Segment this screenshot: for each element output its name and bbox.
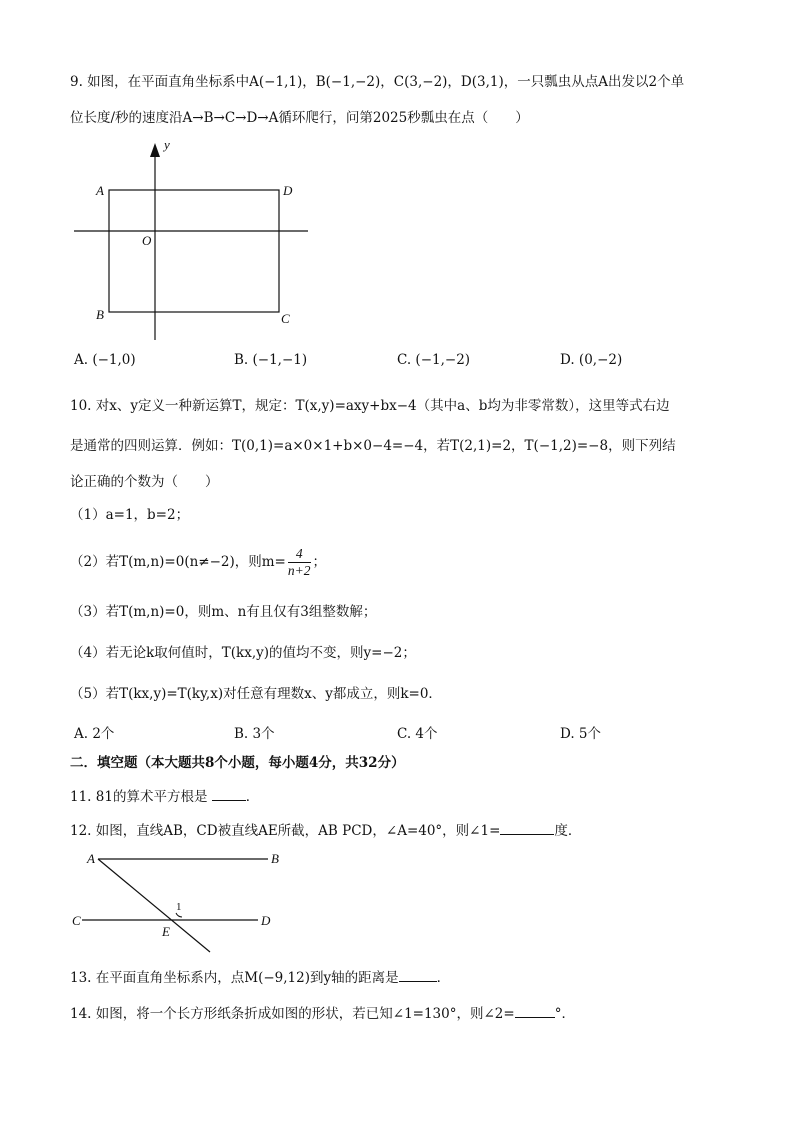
q13-line [70,967,450,988]
q10-option-c[interactable]: C. 4个 [397,726,438,742]
angle-1-arc [176,913,182,917]
q11-answer-blank[interactable] [212,786,246,801]
q14-end: °． [554,1006,575,1022]
q12-line [70,820,581,841]
q10-option-a[interactable]: A. 2个 [74,726,115,742]
q10-option-d[interactable]: D. 5个 [560,726,602,742]
q12-answer-blank[interactable] [500,820,554,835]
q9-line1: 9. 如图，在平面直角坐标系中A(−1,1)，B(−1,−2)，C(3,−2)，D(3,1)，一只瓢虫从点A出发以2个单 [70,74,685,90]
label-C: C [281,311,290,326]
section-heading: 二．填空题（本大题共8个小题，每小题4分，共32分） [70,755,405,771]
q10-fraction [288,546,311,579]
q10-line3: 论正确的个数为（ ） [70,474,219,490]
q10-statement-1: （1）a=1，b=2； [70,507,190,523]
label-O: O [142,233,152,248]
q9-option-a[interactable]: A. (−1,0) [74,352,136,368]
q10-statement-5: （5）若T(kx,y)=T(ky,x)对任意有理数x、y都成立，则k=0． [70,686,442,702]
label-D: D [283,183,293,198]
q9-options [74,352,694,372]
q9-line2: 位长度/秒的速度沿A→B→C→D→A循环爬行，问第2025秒瓢虫在点（ ） [70,110,529,126]
fraction-numerator: 4 [288,546,311,563]
q9-option-b[interactable]: B. (−1,−1) [234,352,308,368]
q13-text: 13. 在平面直角坐标系内，点M(−9,12)到y轴的距离是 [70,970,399,986]
label-y: y [164,137,170,152]
q10-statement-2-text: （2）若T(m,n)=0(n≠−2)，则m= [70,554,286,570]
q13-end: ． [436,970,451,986]
q10-statement-3: （3）若T(m,n)=0，则m、n有且仅有3组整数解； [70,604,377,620]
q9-option-c[interactable]: C. (−1,−2) [397,352,471,368]
label-A: A [96,183,104,198]
q10-statement-4: （4）若无论k取何值时，T(kx,y)的值均不变，则y=−2； [70,645,416,661]
q9-figure [70,135,330,345]
q10-line2: 是通常的四则运算．例如：T(0,1)=a×0×1+b×0−4=−4，若T(2,1)=2，T(−1,2)=−8，则下列结 [70,438,676,454]
label-angle-1: 1 [176,901,182,913]
q11-text: 11. 81的算术平方根是 [70,789,208,805]
q10-options [74,722,694,742]
q12-text: 12. 如图，直线AB，CD被直线AE所截，AB PCD，∠A=40°，则∠1= [70,823,501,839]
line-ae [98,859,210,952]
label-E: E [162,924,170,939]
q10-line1: 10. 对x、y定义一种新运算T，规定：T(x,y)=axy+bx−4（其中a、b均为非零常数），这里等式右边 [70,398,670,414]
label-B: B [96,307,104,322]
q12-figure [70,846,290,961]
q11-end: ． [245,789,260,805]
y-axis-arrow [150,143,160,157]
q9-option-d[interactable]: D. (0,−2) [560,352,623,368]
q10-statement-2-end: ； [312,554,326,570]
label-A: A [87,851,95,866]
label-C: C [72,913,81,928]
q14-line [70,1003,575,1024]
label-D: D [261,913,271,928]
q13-answer-blank[interactable] [399,967,437,982]
q10-option-b[interactable]: B. 3个 [234,726,275,742]
q11-line [70,786,259,807]
q12-end: 度． [554,823,582,839]
fraction-denominator: n+2 [287,563,311,578]
q14-text: 14. 如图，将一个长方形纸条折成如图的形状，若已知∠1=130°，则∠2= [70,1006,515,1022]
rectangle-abcd [109,190,279,312]
q10-statement-2 [70,542,326,582]
q14-answer-blank[interactable] [515,1003,555,1018]
label-B: B [271,851,279,866]
